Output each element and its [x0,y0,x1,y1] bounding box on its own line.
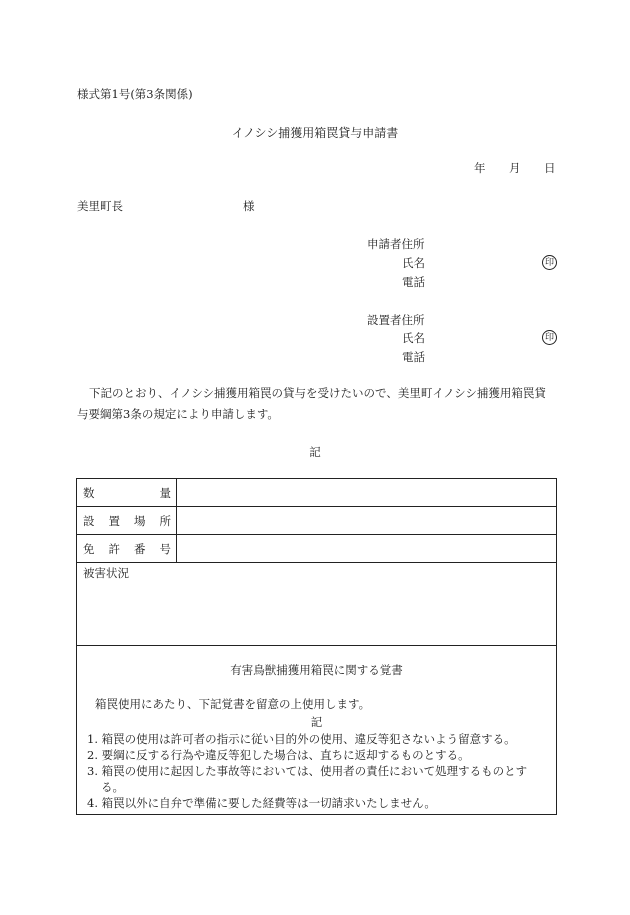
table-row [77,479,557,507]
damage-status-field[interactable] [77,563,557,646]
table-row [77,535,557,563]
applicant-address-label: 申請者住所 [367,237,425,251]
date-month-label: 月 [509,161,521,175]
memorandum-ki: 記 [310,715,323,729]
date-day-label: 日 [544,161,556,175]
memorandum-row [77,646,557,815]
memorandum-title: 有害鳥獣捕獲用箱罠に関する覚書 [230,663,403,677]
list-item: 3. 箱罠の使用に起因した事故等においては、使用者の責任において処理するものとする。 [87,764,528,794]
details-table [76,478,557,815]
date-year-label: 年 [474,161,486,175]
memorandum-items [77,731,556,811]
license-number-field[interactable] [177,535,557,563]
license-number-label: 免許番号 [77,535,177,563]
quantity-label: 数量 [77,479,177,507]
document-title: イノシシ捕獲用箱罠貸与申請書 [231,126,399,140]
ki-heading: 記 [309,445,321,459]
form-number: 様式第1号(第3条関係) [77,87,193,101]
list-item: 2. 要綱に反する行為や違反等犯した場合は、直ちに返却するものとする。 [87,748,470,762]
quantity-field[interactable] [177,479,557,507]
memorandum-intro: 箱罠使用にあたり、下記覚書を留意の上使用します。 [95,697,371,711]
memorandum [77,646,557,815]
list-item: 4. 箱罠以外に自弁で準備に要した経費等は一切請求いたしません。 [87,796,436,810]
application-statement: 下記のとおり、イノシシ捕獲用箱罠の貸与を受けたいので、美里町イノシシ捕獲用箱罠貸与要綱第3条の規定により申請します。 [77,386,546,421]
applicant-phone-label: 電話 [402,275,425,289]
table-row [77,563,557,646]
addressee-name: 美里町長 [77,199,123,213]
applicant-seal: 印 [542,255,557,270]
installer-phone-label: 電話 [402,350,425,364]
list-item: 1. 箱罠の使用は許可者の指示に従い目的外の使用、違反等犯さないよう留意する。 [87,732,516,746]
installer-address-label: 設置者住所 [367,313,425,327]
location-label: 設置場所 [77,507,177,535]
installer-seal: 印 [542,330,557,345]
addressee-suffix: 様 [243,199,255,213]
damage-status-label: 被害状況 [83,566,129,580]
applicant-name-label: 氏名 [402,256,425,270]
location-field[interactable] [177,507,557,535]
installer-name-label: 氏名 [402,331,425,345]
table-row [77,507,557,535]
